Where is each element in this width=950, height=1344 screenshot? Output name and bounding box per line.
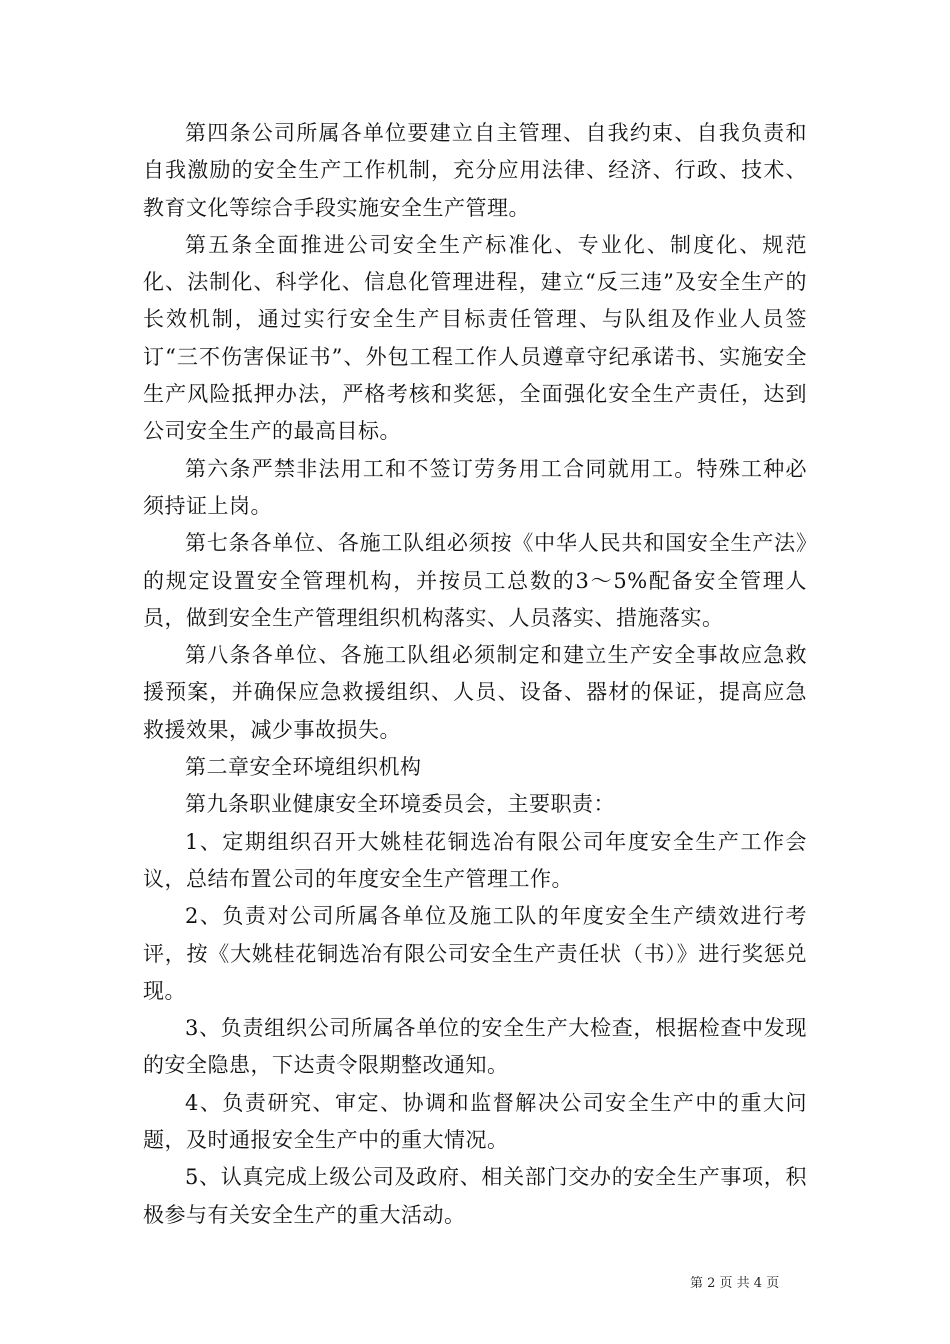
- chapter-heading: 第二章安全环境组织机构: [185, 755, 422, 780]
- paragraph-article-5: 第五条全面推进公司安全生产标准化、专业化、制度化、规范化、法制化、科学化、信息化管理进程，建立“反三违”及安全生产的长效机制，通过实行安全生产目标责任管理、与队组及作业人员签订“三不伤害保证书”、外包工程工作人员遵章守纪承诺书、实施安全生产风险抵押办法，严格考核和奖惩，全面强化安全生产责任，达到公司安全生产的最高目标。: [143, 232, 807, 444]
- paragraph-article-9: 第九条职业健康安全环境委员会，主要职责：: [185, 792, 615, 817]
- paragraph-article-4: 第四条公司所属各单位要建立自主管理、自我约束、自我负责和自我激励的安全生产工作机制，充分应用法律、经济、行政、技术、教育文化等综合手段实施安全生产管理。: [143, 121, 807, 220]
- paragraph-article-7: 第七条各单位、各施工队组必须按《中华人民共和国安全生产法》的规定设置安全管理机构，并按员工总数的3～5%配备安全管理人员，做到安全生产管理组织机构落实、人员落实、措施落实。: [143, 531, 807, 630]
- paragraph-article-8: 第八条各单位、各施工队组必须制定和建立生产安全事故应急救援预案，并确保应急救援组织、人员、设备、器材的保证，提高应急救援效果，减少事故损失。: [143, 643, 807, 742]
- page-number-footer: 第 2 页 共 4 页: [690, 1276, 780, 1291]
- document-body: [143, 115, 807, 1234]
- paragraph-article-6: 第六条严禁非法用工和不签订劳务用工合同就用工。特殊工种必须持证上岗。: [143, 456, 807, 518]
- duty-item-1: 1、定期组织召开大姚桂花铜选冶有限公司年度安全生产工作会议，总结布置公司的年度安全生产管理工作。: [143, 829, 807, 891]
- duty-item-2: 2、负责对公司所属各单位及施工队的年度安全生产绩效进行考评，按《大姚桂花铜选冶有限公司安全生产责任状（书）》进行奖惩兑现。: [143, 904, 807, 1003]
- duty-item-4: 4、负责研究、审定、协调和监督解决公司安全生产中的重大问题，及时通报安全生产中的重大情况。: [143, 1090, 807, 1153]
- duty-item-3: 3、负责组织公司所属各单位的安全生产大检查，根据检查中发现的安全隐患，下达责令限期整改通知。: [143, 1016, 807, 1078]
- duty-item-5: 5、认真完成上级公司及政府、相关部门交办的安全生产事项，积极参与有关安全生产的重大活动。: [143, 1165, 807, 1227]
